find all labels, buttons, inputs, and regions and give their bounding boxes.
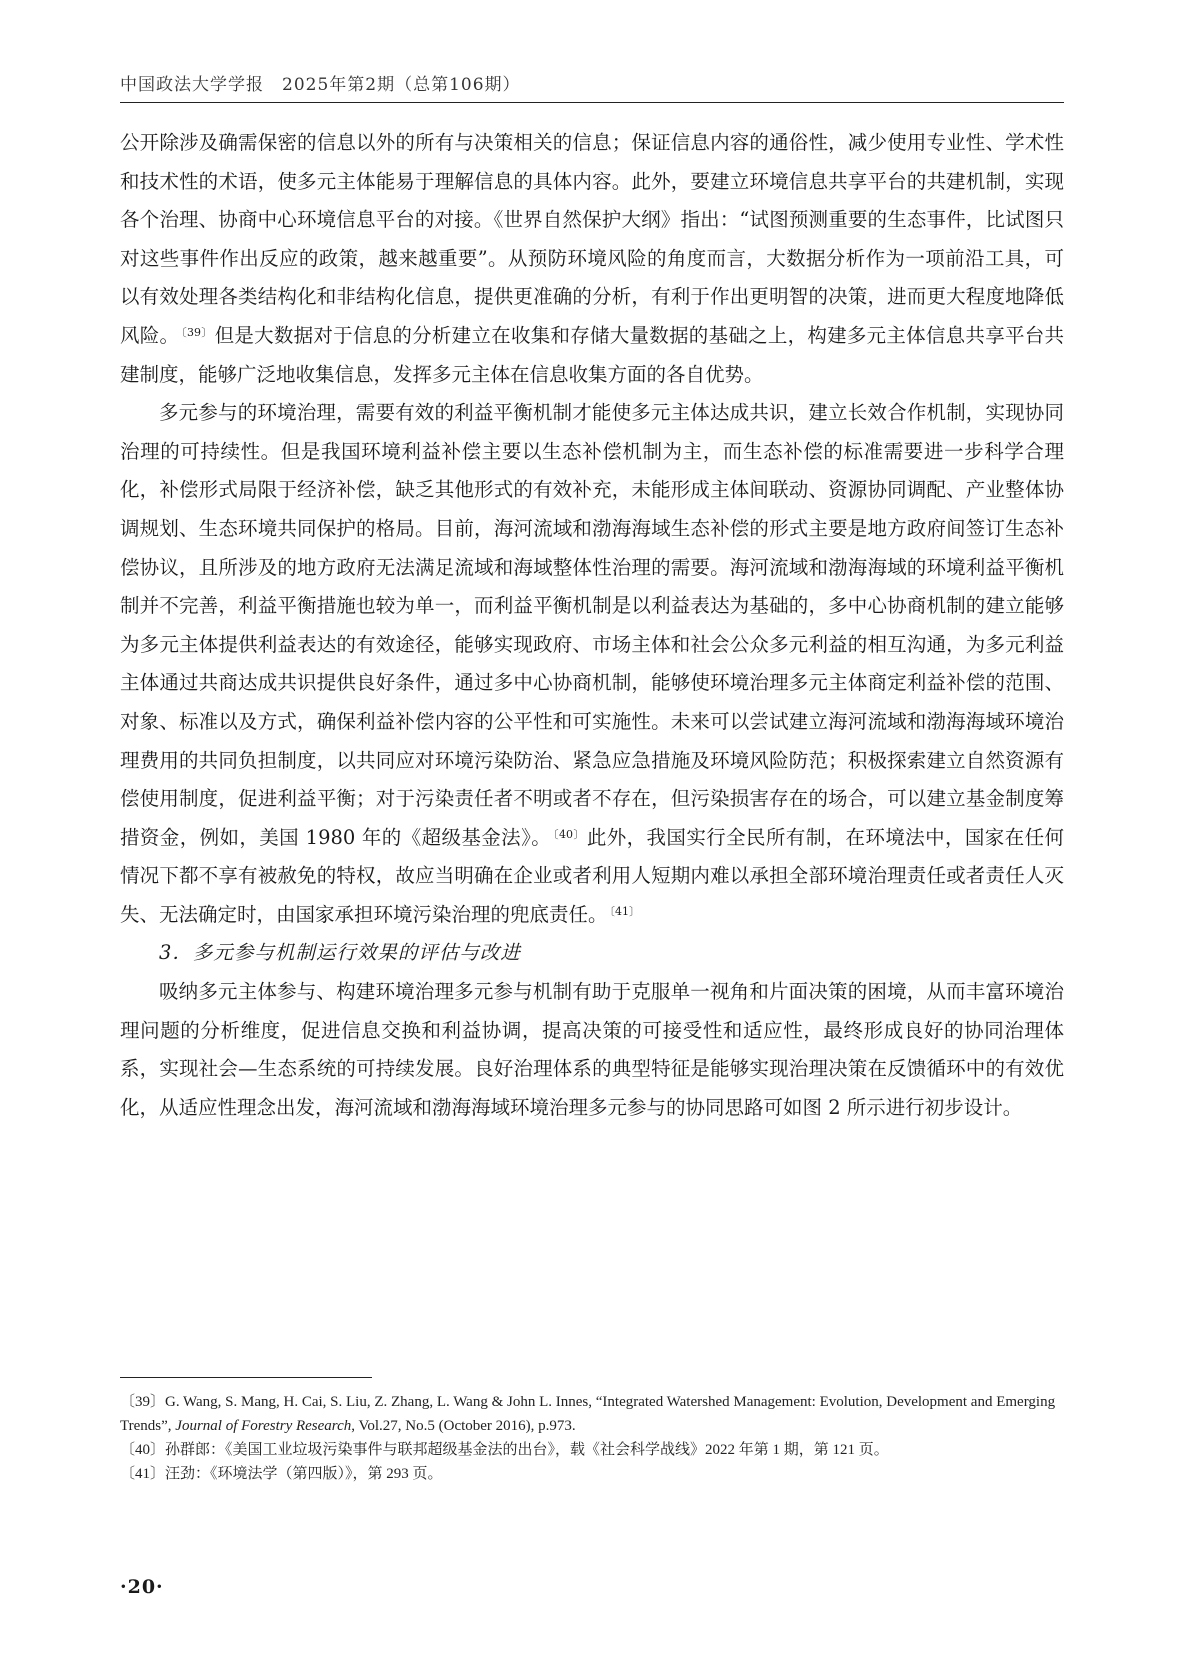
footnote-ref-40[interactable]: 〔40〕 [553,827,585,841]
footnote-40: 〔40〕孙群郎：《美国工业垃圾污染事件与联邦超级基金法的出台》，载《社会科学战线》2022 年第 1 期，第 121 页。 [120,1442,889,1458]
footnote-39-tail: , Vol.27, No.5 (October 2016), p.973. [351,1418,576,1434]
paragraph-1-tail: 但是大数据对于信息的分析建立在收集和存储大量数据的基础之上，构建多元主体信息共享平台共建制度，能够广泛地收集信息，发挥多元主体在信息收集方面的各自优势。 [120,323,1064,386]
paragraph-1-text: 公开除涉及确需保密的信息以外的所有与决策相关的信息；保证信息内容的通俗性，减少使用专业性、学术性和技术性的术语，使多元主体能易于理解信息的具体内容。此外，要建立环境信息共享平台的共建机制，实现各个治理、协商中心环境信息平台的对接。《世界自然保护大纲》指出：“试图预测重要的生态事件，比试图只对这些事件作出反应的政策，越来越重要”。从预防环境风险的角度而言，大数据分析作为一项前沿工具，可以有效处理各类结构化和非结构化信息，提供更准确的分析，有利于作出更明智的决策，进而更大程度地降低风险。 [120,131,1064,347]
footnote-39 [120,1390,1064,1438]
paragraph-2 [120,394,1064,934]
paragraph-3: 吸纳多元主体参与、构建环境治理多元参与机制有助于克服单一视角和片面决策的困境，从而丰富环境治理问题的分析维度，促进信息交换和利益协调，提高决策的可接受性和适应性，最终形成良好的协同治理体系，实现社会—生态系统的可持续发展。良好治理体系的典型特征是能够实现治理决策在反馈循环中的有效优化，从适应性理念出发，海河流域和渤海海域环境治理多元参与的协同思路可如图 2 所示进行初步设计。 [120,980,1064,1119]
running-header: 中国政法大学学报 2025年第2期（总第106期） [120,75,521,95]
header-rule [120,102,1064,103]
paragraph-2-text: 多元参与的环境治理，需要有效的利益平衡机制才能使多元主体达成共识，建立长效合作机制，实现协同治理的可持续性。但是我国环境利益补偿主要以生态补偿机制为主，而生态补偿的标准需要进一步科学合理化，补偿形式局限于经济补偿，缺乏其他形式的有效补充，未能形成主体间联动、资源协同调配、产业整体协调规划、生态环境共同保护的格局。目前，海河流域和渤海海域生态补偿的形式主要是地方政府间签订生态补偿协议，且所涉及的地方政府无法满足流域和海域整体性治理的需要。海河流域和渤海海域的环境利益平衡机制并不完善，利益平衡措施也较为单一，而利益平衡机制是以利益表达为基础的，多中心协商机制的建立能够为多元主体提供利益表达的有效途径，能够实现政府、市场主体和社会公众多元利益的相互沟通，为多元利益主体通过共商达成共识提供良好条件，通过多中心协商机制，能够使环境治理多元主体商定利益补偿的范围、对象、标准以及方式，确保利益补偿内容的公平性和可实施性。未来可以尝试建立海河流域和渤海海域环境治理费用的共同负担制度，以共同应对环境污染防治、紧急应急措施及环境风险防范；积极探索建立自然资源有偿使用制度，促进利益平衡；对于污染责任者不明或者不存在，但污染损害存在的场合，可以建立基金制度筹措资金，例如，美国 1980 年的《超级基金法》。 [120,401,1064,849]
footnote-39-text: 〔39〕G. Wang, S. Mang, H. Cai, S. Liu, Z. Zhang, L. Wang & John L. Innes, “Integrated Watershed Management: Evolution, Development and Emerging Trends”, [120,1394,1056,1434]
paragraph-1 [120,124,1064,394]
footnotes [120,1390,1064,1486]
footnote-39-journal: Journal of Forestry Research [175,1418,352,1434]
paragraph-2-mid: 此外，我国实行全民所有制，在环境法中，国家在任何情况下都不享有被赦免的特权，故应当明确在企业或者利用人短期内难以承担全部环境治理责任或者责任人灭失、无法确定时，由国家承担环境污染治理的兜底责任。 [120,825,1064,926]
page-number: ·20· [120,1576,164,1598]
footnote-rule [120,1377,372,1378]
footnote-ref-41[interactable]: 〔41〕 [609,904,641,918]
article-body [120,124,1064,1127]
section-subheading: 3．多元参与机制运行效果的评估与改进 [159,941,521,965]
footnote-41: 〔41〕汪劲：《环境法学（第四版）》，第 293 页。 [120,1466,443,1482]
footnote-ref-39[interactable]: 〔39〕 [181,325,213,339]
